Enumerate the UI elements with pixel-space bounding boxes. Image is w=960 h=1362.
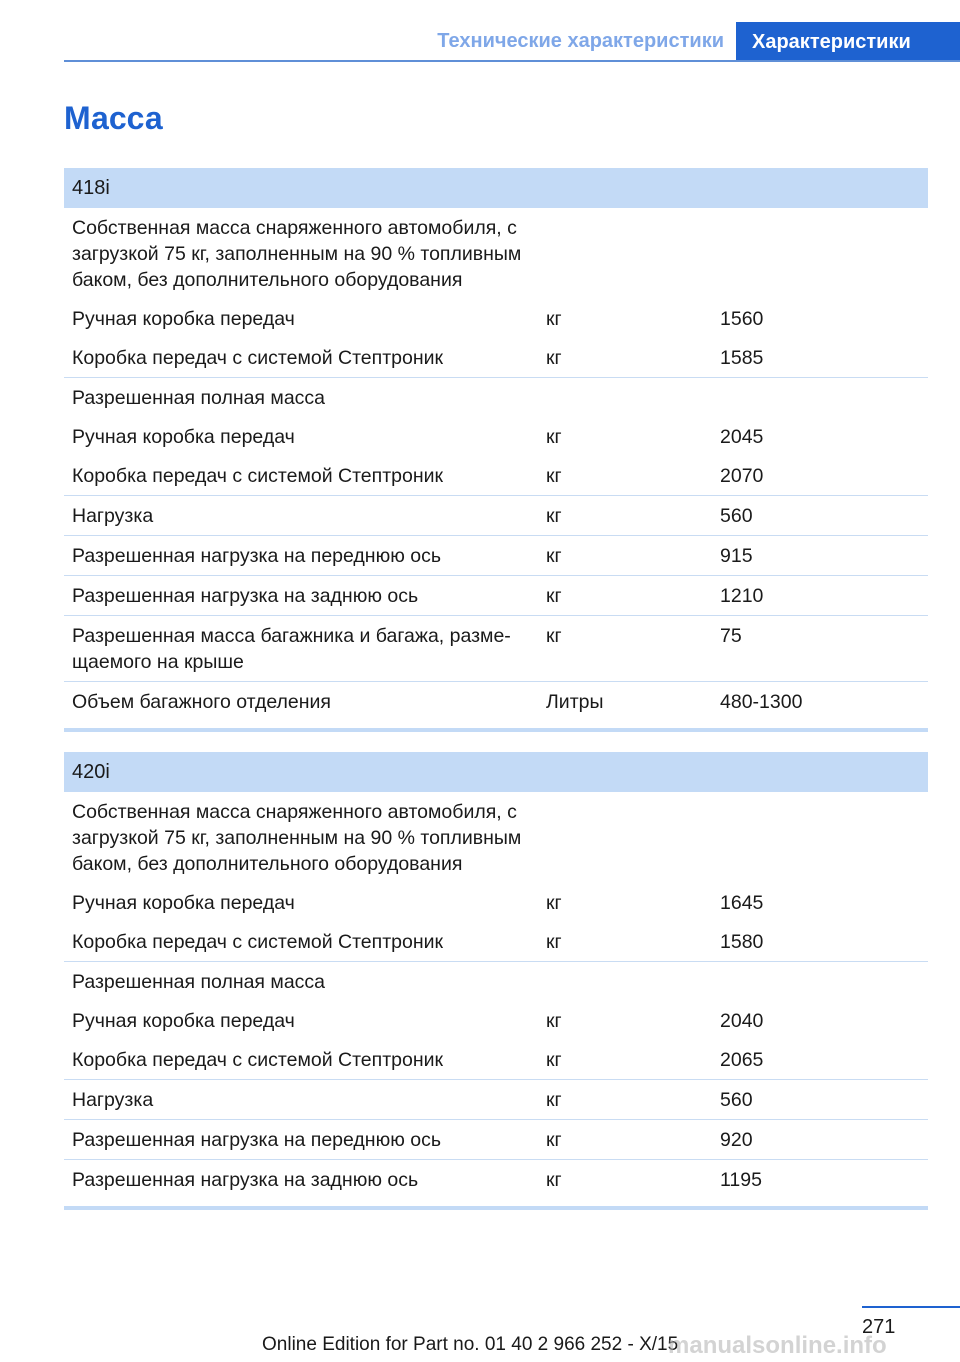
watermark: manualsonline.info [668, 1332, 887, 1359]
table-row [64, 535, 928, 575]
table-header: 418i [64, 168, 928, 208]
page-number: 271 [862, 1316, 896, 1338]
spec-table-420i [64, 752, 928, 1210]
row-label: Разрешенная полная масса [72, 971, 326, 993]
row-value: 75 [720, 625, 742, 647]
table-row [64, 922, 928, 961]
row-value: 1560 [720, 308, 764, 330]
table-row [64, 456, 928, 495]
row-value: 2065 [720, 1049, 764, 1071]
row-unit: кг [546, 308, 562, 330]
row-label: Разрешенная нагрузка на переднюю ось [72, 545, 441, 567]
row-label: Нагрузка [72, 1089, 154, 1111]
row-label: Разрешенная масса багажника и багажа, разме-щаемого на крыше [72, 625, 511, 673]
table-row [64, 417, 928, 456]
table-row [64, 1159, 928, 1199]
row-unit: кг [546, 505, 562, 527]
row-unit [546, 799, 720, 877]
row-value: 920 [720, 1129, 753, 1151]
table-row [64, 208, 928, 299]
header-chapter[interactable]: Технические характеристики [437, 30, 724, 52]
row-value: 1580 [720, 931, 764, 953]
row-value: 2040 [720, 1010, 764, 1032]
row-value: 2045 [720, 426, 764, 448]
row-value: 1645 [720, 892, 764, 914]
table-row [64, 377, 928, 417]
row-unit: кг [546, 1169, 562, 1191]
row-unit: кг [546, 465, 562, 487]
row-value: 480-1300 [720, 691, 803, 713]
table-row [64, 1001, 928, 1040]
row-value: 1195 [720, 1169, 762, 1191]
row-label: Ручная коробка передач [72, 308, 295, 330]
row-label: Разрешенная нагрузка на переднюю ось [72, 1129, 441, 1151]
row-unit: кг [546, 347, 562, 369]
row-label: Коробка передач с системой Стептроник [72, 1049, 444, 1071]
row-label: Разрешенная нагрузка на заднюю ось [72, 1169, 419, 1191]
table-row [64, 681, 928, 721]
footer-divider [862, 1306, 960, 1308]
page-title: Масса [64, 100, 163, 136]
row-unit: Литры [546, 691, 604, 713]
row-label: Ручная коробка передач [72, 426, 295, 448]
header-divider [64, 60, 960, 62]
row-label: Разрешенная полная масса [72, 387, 326, 409]
table-row [64, 1040, 928, 1079]
row-value [720, 969, 928, 995]
page-header [64, 22, 960, 62]
row-unit: кг [546, 426, 562, 448]
row-unit: кг [546, 892, 562, 914]
table-footer-bar [64, 728, 928, 732]
table-footer-bar [64, 1206, 928, 1210]
row-unit: кг [546, 1049, 562, 1071]
row-label: Коробка передач с системой Стептроник [72, 931, 444, 953]
row-value [720, 385, 928, 411]
table-row [64, 615, 928, 681]
row-unit: кг [546, 585, 562, 607]
table-row [64, 883, 928, 922]
row-label: Разрешенная нагрузка на заднюю ось [72, 585, 419, 607]
spec-table-418i [64, 168, 928, 732]
table-row [64, 1119, 928, 1159]
table-row [64, 1079, 928, 1119]
row-label: Ручная коробка передач [72, 892, 295, 914]
row-unit: кг [546, 545, 562, 567]
table-row [64, 575, 928, 615]
row-label: Нагрузка [72, 505, 154, 527]
row-unit [546, 385, 720, 411]
row-value: 2070 [720, 465, 764, 487]
table-row [64, 338, 928, 377]
table-row [64, 495, 928, 535]
row-value: 1210 [720, 585, 764, 607]
row-label: Коробка передач с системой Стептроник [72, 465, 444, 487]
table-header: 420i [64, 752, 928, 792]
row-label: Собственная масса снаряженного автомобиля, с загрузкой 75 кг, заполненным на 90 % топливным баком, без дополнительного оборудования [72, 217, 522, 291]
table-row [64, 792, 928, 883]
row-label: Собственная масса снаряженного автомобиля, с загрузкой 75 кг, заполненным на 90 % топливным баком, без дополнительного оборудования [72, 801, 522, 875]
row-unit: кг [546, 1010, 562, 1032]
row-value: 1585 [720, 347, 764, 369]
row-unit [546, 215, 720, 293]
row-unit: кг [546, 1089, 562, 1111]
table-row [64, 961, 928, 1001]
footer-edition: Online Edition for Part no. 01 40 2 966 252 - X/15 [262, 1334, 679, 1355]
row-label: Ручная коробка передач [72, 1010, 295, 1032]
row-value: 560 [720, 1089, 753, 1111]
row-unit [546, 969, 720, 995]
row-unit: кг [546, 625, 562, 647]
row-value [720, 799, 928, 877]
row-label: Коробка передач с системой Стептроник [72, 347, 444, 369]
table-row [64, 299, 928, 338]
row-value: 560 [720, 505, 753, 527]
row-label: Объем багажного отделения [72, 691, 331, 713]
row-unit: кг [546, 931, 562, 953]
row-unit: кг [546, 1129, 562, 1151]
row-value: 915 [720, 545, 753, 567]
header-section[interactable]: Характеристики [736, 22, 960, 62]
row-value [720, 215, 928, 293]
